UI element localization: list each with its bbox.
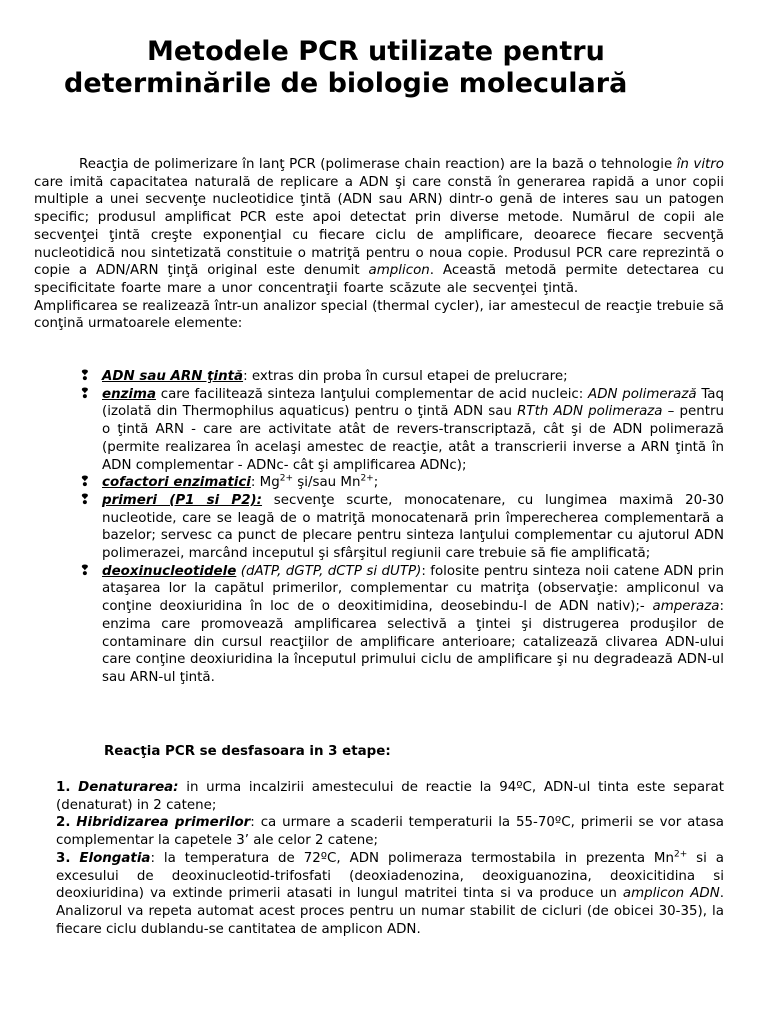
bullet-icon: ❢	[79, 474, 91, 491]
stage-text-italic: amplicon ADN	[622, 886, 720, 902]
stage-item	[56, 779, 724, 814]
superscript: 2+	[673, 849, 688, 860]
stage-item	[56, 814, 724, 849]
intro-text-in-vitro: în vitro	[676, 157, 724, 172]
superscript: 2+	[279, 473, 294, 484]
stages-list	[56, 779, 724, 938]
stage-text: si a excesului de deoxinucleotid-trifosfati (deoxiadenozina, deoxiguanozina, deoxicitidina si deoxiuridina) va extinde primerii atasati in lungul matritei tinta si va produce un	[56, 850, 724, 902]
item-text-italic: ADN polimerază	[588, 386, 697, 402]
stage-number: 1.	[56, 780, 71, 795]
stage-name: Hibridizarea primerilor	[76, 815, 251, 831]
stage-name: Denaturarea:	[78, 780, 179, 795]
term-deoxynucleotides	[102, 564, 236, 579]
reaction-elements-list	[79, 368, 724, 687]
list-item	[79, 474, 724, 492]
stage-number: 2.	[56, 815, 71, 831]
list-item	[79, 368, 724, 386]
stage-name: Elongatia	[79, 850, 151, 866]
term-enzyme: enzima	[102, 386, 156, 402]
item-text: : enzima care promovează amplificarea selectivă a ţintei şi distrugerea produşilor de contaminare din cursul reacţiilor de amplificare anterioare; catalizează clivarea ADN-ului care conţine deoxiuridina la începutul primului ciclu de amplificare şi nu degradează ADN-ul sau ARN-ul ţintă.	[102, 599, 724, 685]
bullet-icon: ❢	[79, 385, 91, 402]
bullet-icon: ❢	[79, 368, 91, 384]
item-text: care facilitează sinteza lanţului complementar de acid nucleic:	[156, 386, 589, 402]
item-text: ;	[373, 475, 379, 491]
item-text: : Mg	[250, 475, 280, 491]
term-target: ADN sau ARN ţintă	[102, 369, 244, 384]
intro-text-3: . Această metodă permite detectarea cu specificitate foarte mare a unor concentraţii foarte scăzute ale secvenţei ţintă.	[34, 263, 724, 296]
stage-text: in urma incalzirii amestecului de reactie la 94ºC, ADN-ul tinta este separat (denaturat) in 2 catene;	[56, 780, 724, 813]
intro-text-1: Reacţia de polimerizare în lanţ PCR (polimerase chain reaction) are la bază o tehnologie	[79, 157, 677, 172]
stage-item	[56, 850, 724, 939]
list-item	[79, 386, 724, 475]
document-title	[0, 36, 768, 100]
intro-paragraph	[34, 156, 724, 333]
term-cofactors: cofactori enzimatici	[102, 475, 251, 491]
title-line-1: Metodele PCR utilizate pentru	[147, 36, 605, 67]
item-text: : extras din proba în cursul etapei de prelucrare;	[243, 369, 568, 384]
item-text: : folosite pentru sinteza noii catene ADN prin ataşarea lor la capătul primerilor, complementar cu matriţa (observaţie: ampliconul va conţine deoxiuridina în loc de o deoxitimidina, deosebindu-l de ADN nativ);-	[102, 563, 724, 615]
stage-text: . Analizorul va repeta automat acest proces pentru un numar stabilit de cicluri (de obicei 30-35), la fiecare ciclu dublandu-se cantitatea de amplicon ADN.	[56, 886, 724, 937]
superscript: 2+	[360, 473, 374, 484]
item-text-italic: (dATP, dGTP, dCTP si dUTP)	[240, 563, 422, 579]
stage-text: : la temperatura de 72ºC, ADN polimeraza termostabila in prezenta Mn	[150, 850, 674, 866]
intro-text-4: Amplificarea se realizează într-un analizor special (thermal cycler), iar amestecul de reacţie trebuie să conţină urmatoarele elemente:	[34, 298, 724, 332]
stage-text: : ca urmare a scaderii temperaturii la 55-70ºC, primerii se vor atasa complementar la capetele 3’ ale celor 2 catene;	[56, 815, 725, 849]
item-text: – pentru o ţintă ARN - care are activitate atât de revers-transcriptază, cât şi de ADN polimerază (permite realizarea în acelaşi amestec de reacţie, atât a transcrierii inverse a ARN ţintă în ADN complementar - ADNc- cât şi amplificarea ADNc);	[102, 404, 724, 473]
stage-number: 3.	[56, 850, 71, 866]
item-text: şi/sau Mn	[293, 475, 361, 491]
list-item	[79, 492, 724, 563]
intro-text-2: care imită capacitatea naturală de replicare a ADN şi care constă în generarea rapidă a unor copii multiple a unei secvenţe nucleotidice ţintă (ADN sau ARN) dintr-o genă de interes sau un patogen specific; produsul amplificat PCR este apoi detectat prin diverse metode. Numărul de copii ale secvenţei ţintă creşte exponenţial cu fiecare ciclu de amplificare, deoarece fiecare secvenţă nucleotidică nou sintetizată constituie o matriţă pentru o noua copie. Produsul PCR care reprezintă o copie a ADN/ARN ţinţă original este denumit	[34, 174, 724, 279]
item-text: Taq (izolată din Thermophilus aquaticus) pentru o ţintă ADN sau	[102, 386, 724, 420]
intro-text-amplicon: amplicon	[368, 263, 430, 279]
stages-heading: Reacţia PCR se desfasoara in 3 etape:	[104, 744, 391, 759]
term-deoxynucleotides-text: deoxinucleotidele	[102, 563, 237, 579]
item-text-italic: amperaza	[652, 599, 720, 615]
item-text: secvenţe scurte, monocatenare, cu lungimea maximă 20-30 nucleotide, care se leagă de o matriţă monocatenară prin împerecherea complementară a bazelor; servesc ca punct de plecare pentru sinteza lanţului complementar cu ajutorul ADN polimerazei, marcând inceputul şi sfârşitul regiunii care trebuie să fie amplificată;	[102, 492, 724, 562]
item-text-italic: RTth ADN polimeraza	[517, 404, 663, 420]
bullet-icon: ❢	[79, 491, 91, 508]
bullet-icon: ❢	[79, 562, 91, 579]
list-item	[79, 563, 724, 687]
term-primers: primeri (P1 si P2):	[102, 492, 263, 508]
title-line-2: determinările de biologie moleculară	[64, 68, 628, 99]
